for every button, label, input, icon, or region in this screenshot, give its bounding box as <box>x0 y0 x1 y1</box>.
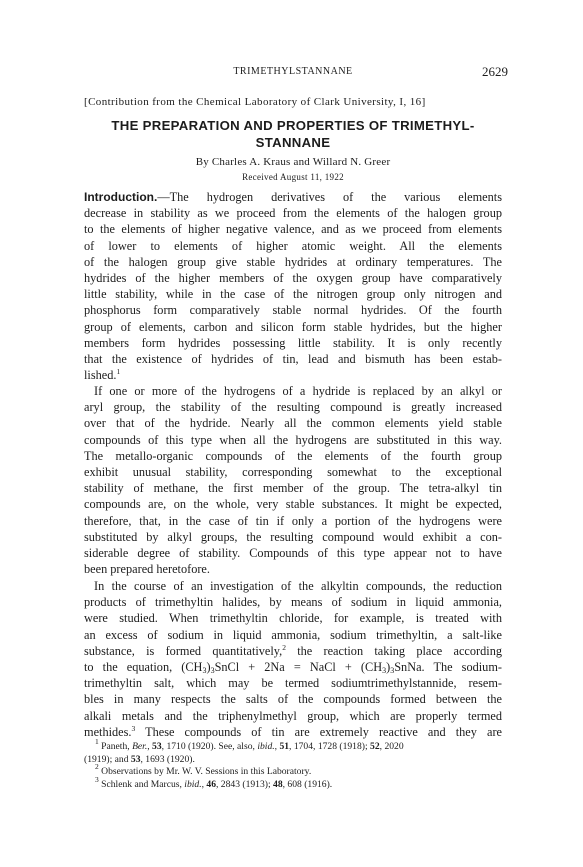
body-line: compounds are, on the whole, very stable substances. It might be expected, <box>84 497 502 512</box>
body-line: been prepared heretofore. <box>84 562 210 577</box>
running-head <box>84 64 508 82</box>
body-line: to the elements of higher negative valence, and as we proceed from elements <box>84 222 502 237</box>
footnote-ref: 3 <box>131 723 136 733</box>
body-line: lished.$^1$ <box>84 367 121 383</box>
body-line: group of elements, carbon and silicon form stable hydrides, but the higher <box>84 319 502 334</box>
paper-title-line-1: THE PREPARATION AND PROPERTIES OF TRIMETHYL- <box>111 118 475 133</box>
equation-line: to the equation, $(CH_3)_3SnCl + 2Na$ = NaCl + $(CH_3)_3SnNa$. The sodium- <box>84 659 502 675</box>
body-line: alkali metals and the triphenylmethyl group, which are properly termed <box>84 708 502 723</box>
footnote-ref: 1 <box>116 367 121 377</box>
paragraph-2 <box>84 383 502 577</box>
body-line: little stability, while in the case of the nitrogen group only nitrogen and <box>84 287 502 302</box>
body-line: of the halogen group give stable hydrides at ordinary temperatures. The <box>84 254 502 269</box>
body-line: substituted by alkyl groups, the resulting compound would exhibit a con- <box>84 529 502 544</box>
body-line: exhibit unusual stability, corresponding somewhat to the exceptional <box>84 464 502 479</box>
body-line: bles in many respects the salts of the compounds formed between the <box>84 692 502 707</box>
footnotes <box>84 737 502 791</box>
footnote-ref: 2 <box>282 642 286 652</box>
body-line: hydrides of the higher members of the oxygen group have comparatively <box>84 270 502 285</box>
body-line: methides.$^3$ These compounds of tin are extremely reactive and they are <box>84 723 502 739</box>
contribution-line: [Contribution from the Chemical Laboratory of Clark University, I, 16] <box>84 96 426 108</box>
body-line: therefore, that, in the case of tin if only a portion of the hydrogens were <box>84 513 502 528</box>
introduction-paragraph <box>84 189 502 383</box>
body-line: siderable degree of stability. Compounds of this type appear not to have <box>84 545 502 560</box>
body-line: aryl group, the stability of the resulting compound is greatly increased <box>84 400 502 415</box>
footnote-2: $^2$ Observations by Mr. W. V. Sessions in this Laboratory. <box>95 762 312 778</box>
body-line: stability of methane, the first member of the group. The tetra-alkyl tin <box>84 481 502 496</box>
footnote-1: $^1$ Paneth, Ber., 53, 1710 (1920). See, also, ibid., 51, 1704, 1728 (1918); 52, 2020 <box>95 737 404 752</box>
paper-title <box>84 117 502 151</box>
body-line: In the course of an investigation of the alkyltin compounds, the reduction <box>94 579 502 593</box>
running-title: TRIMETHYLSTANNANE <box>233 66 353 77</box>
received-date: Received August 11, 1922 <box>242 172 344 182</box>
section-heading: Introduction. <box>84 190 158 204</box>
body-line: decrease in stability as we proceed from the elements of the halogen group <box>84 206 502 221</box>
body-line: trimethyltin salt, which may be termed sodiumtrimethylstannide, resem- <box>84 676 502 691</box>
body-line: compounds of this type when all the hydrogens are substituted in this way. <box>84 432 502 447</box>
body-line: members form hydrides possessing little stability. It is only recently <box>84 335 502 350</box>
body-line: Introduction.—The hydrogen derivatives of the various elements <box>84 190 502 204</box>
body-line: phosphorus form comparatively stable normal hydrides. Of the fourth <box>84 303 502 318</box>
footnote-3: $^3$ Schlenk and Marcus, ibid., 46, 2843 (1913); 48, 608 (1916). <box>95 774 333 790</box>
page-number: 2629 <box>482 64 508 79</box>
body-line: an excess of sodium in liquid ammonia, sodium trimethyltin, a salt-like <box>84 627 502 642</box>
body-line: substance, is formed quantitatively,$^2$ the reaction taking place according <box>84 642 502 658</box>
author-byline: By Charles A. Kraus and Willard N. Greer <box>195 156 391 168</box>
body-line: were studied. When trimethyltin chloride, for example, is treated with <box>84 611 502 626</box>
body-line: over that of the hydride. Nearly all the common elements yield stable <box>84 416 502 431</box>
body-line: If one or more of the hydrogens of a hydride is replaced by an alkyl or <box>94 384 502 398</box>
body-line: The metallo-organic compounds of the elements of the fourth group <box>84 448 502 463</box>
body-line: products of trimethyltin halides, by means of sodium in liquid ammonia, <box>84 595 502 610</box>
paragraph-3 <box>84 578 502 740</box>
paper-title-line-2: STANNANE <box>255 135 331 150</box>
body-line: that the existence of hydrides of tin, lead and bismuth has been estab- <box>84 351 502 366</box>
body-line: of lower to elements of higher atomic weight. All the elements <box>84 238 502 253</box>
footnote-1-continued: (1919); and 53, 1693 (1920). <box>84 753 195 765</box>
